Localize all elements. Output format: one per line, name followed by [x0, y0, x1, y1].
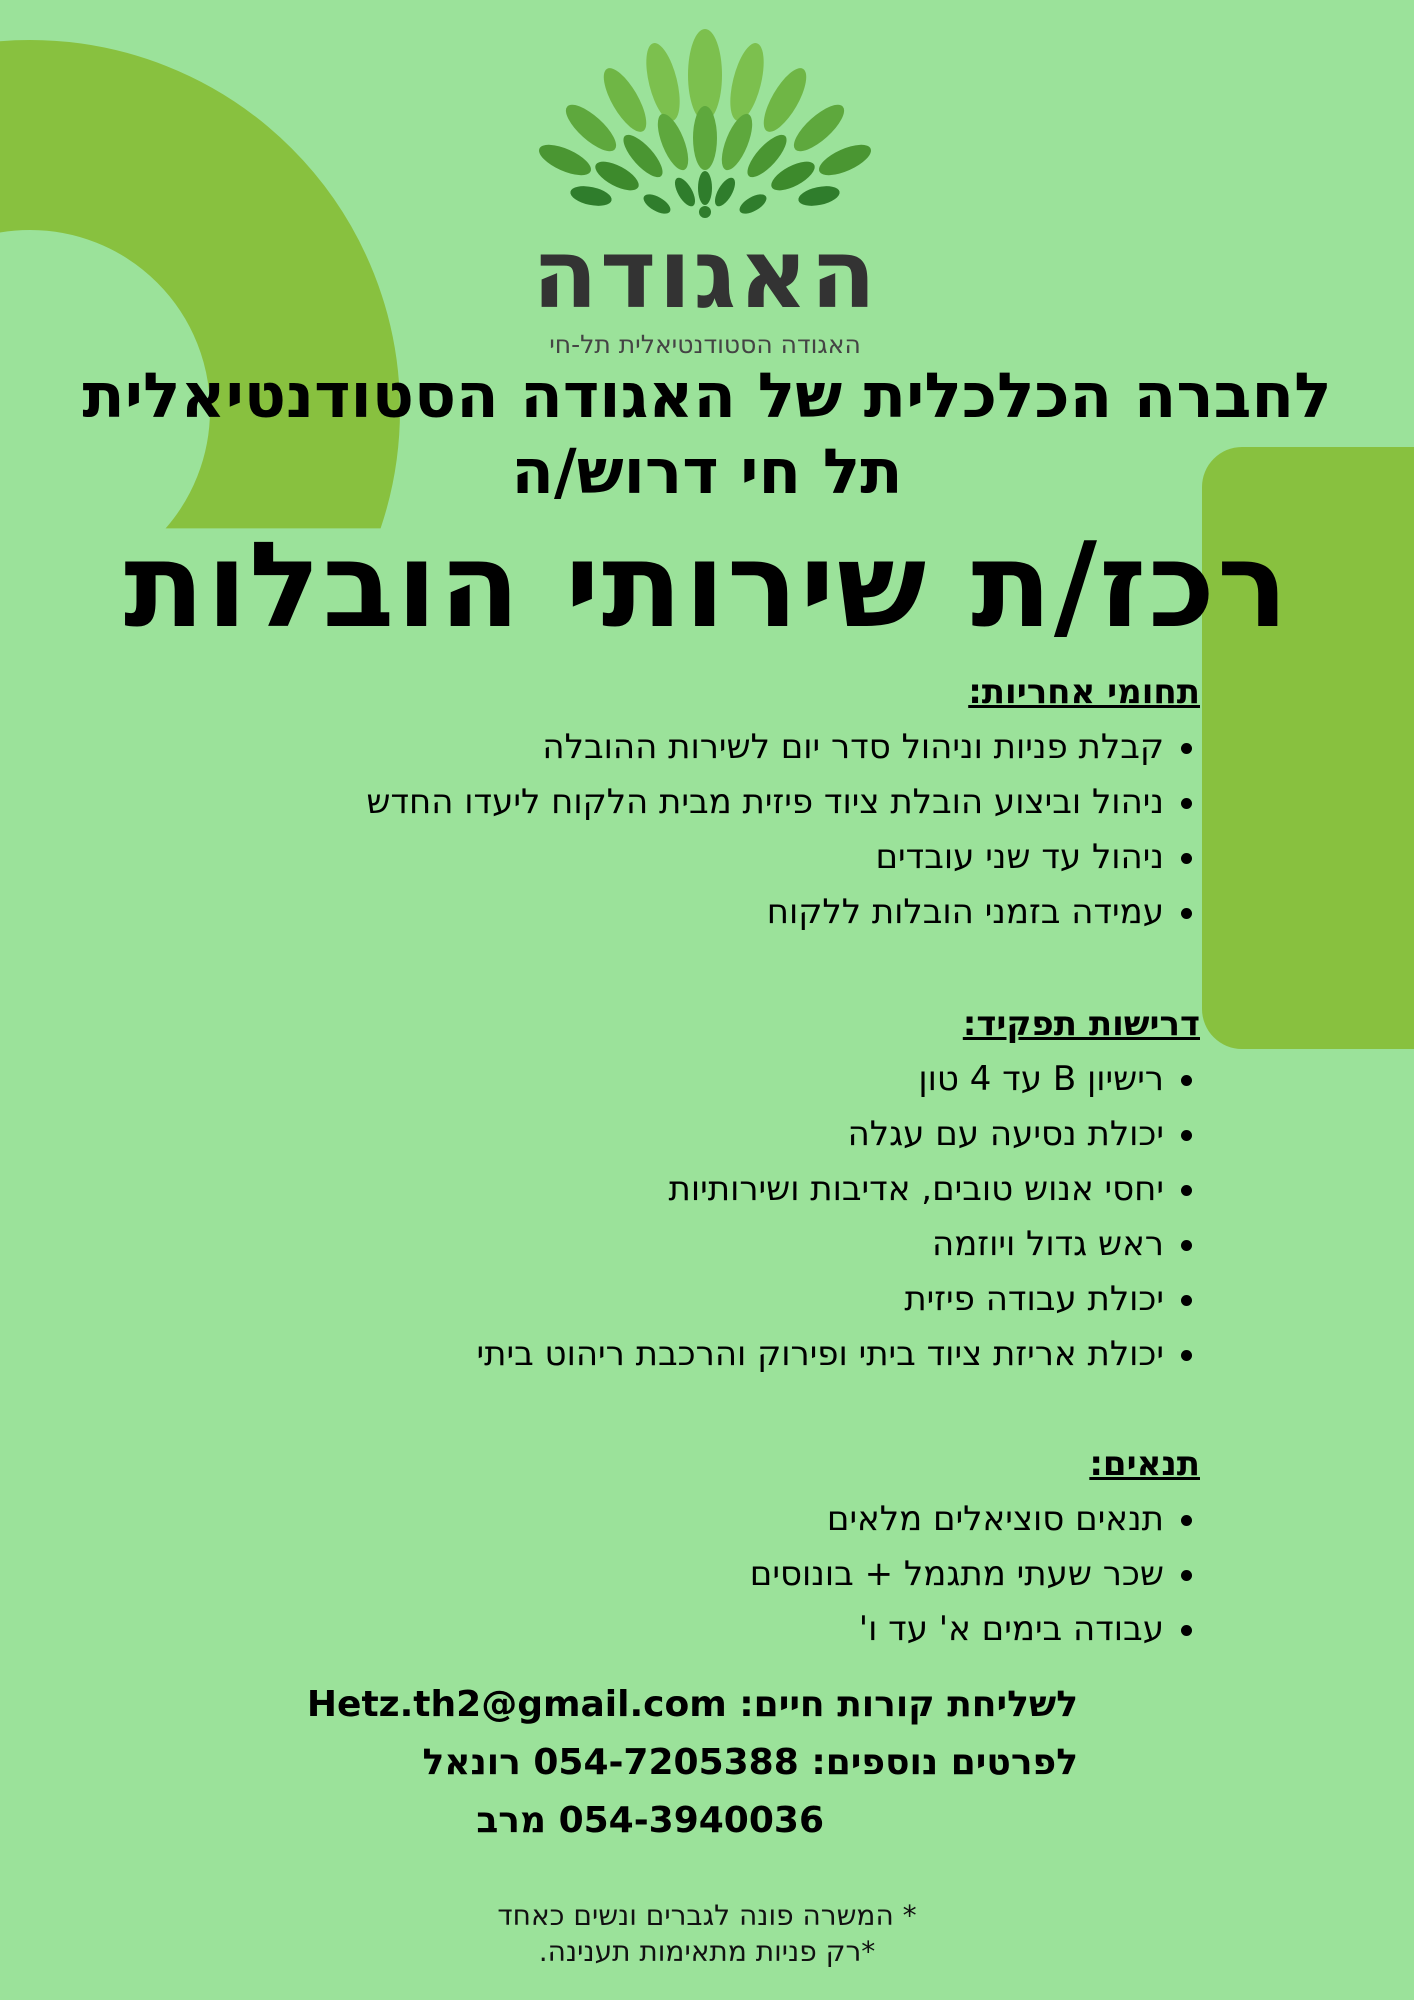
details-contact-line — [422, 1734, 1078, 1792]
logo-wordmark: האגודה — [531, 218, 879, 330]
requirements-title: דרישות תפקיד: — [962, 1004, 1200, 1044]
conditions-title: תנאים: — [1089, 1444, 1200, 1484]
footnote-line-1: * המשרה פונה לגברים ונשים כאחד — [497, 1899, 917, 1932]
organization-logo — [505, 20, 905, 359]
position-title: רכז/ת שירותי הובלות — [123, 516, 1291, 654]
list-item: ניהול וביצוע הובלת ציוד פיזית מבית הלקוח ליעדו החדש — [366, 775, 1200, 830]
list-item: קבלת פניות וניהול סדר יום לשירות ההובלה — [366, 720, 1200, 775]
list-item: ראש גדול ויוזמה — [477, 1217, 1200, 1272]
list-item: יחסי אנוש טובים, אדיבות ושירותיות — [477, 1162, 1200, 1217]
list-item: ניהול עד שני עובדים — [366, 830, 1200, 885]
footnotes — [0, 1898, 1414, 1970]
list-item: תנאים סוציאלים מלאים — [750, 1492, 1200, 1547]
list-item: שכר שעתי מתגמל + בונוסים — [750, 1547, 1200, 1602]
cv-label: לשליחת קורות חיים: — [739, 1684, 1078, 1725]
contact-name: מרב — [476, 1800, 547, 1841]
headline-line-1: לחברה הכלכלית של האגודה הסטודנטיאלית — [82, 359, 1332, 432]
footnote-line-2: *רק פניות מתאימות תענינה. — [538, 1935, 876, 1968]
phone-number[interactable]: 054-7205388 — [533, 1742, 799, 1783]
cv-contact-line — [307, 1676, 1078, 1734]
details-label: לפרטים נוספים: — [811, 1742, 1078, 1783]
list-item: עבודה בימים א' עד ו' — [750, 1602, 1200, 1657]
responsibilities-list — [366, 720, 1200, 940]
list-item: רישיון B עד 4 טון — [477, 1052, 1200, 1107]
logo-subtitle: האגודה הסטודנטיאלית תל-חי — [549, 330, 861, 359]
cv-email[interactable]: Hetz.th2@gmail.com — [306, 1684, 727, 1725]
leaf-tree-icon — [525, 20, 885, 220]
responsibilities-title: תחומי אחריות: — [968, 672, 1200, 712]
conditions-list — [750, 1492, 1200, 1657]
list-item: יכולת עבודה פיזית — [477, 1272, 1200, 1327]
list-item: עמידה בזמני הובלות ללקוח — [366, 885, 1200, 940]
list-item: יכולת אריזת ציוד ביתי ופירוק והרכבת ריהוט ביתי — [477, 1327, 1200, 1382]
phone-number[interactable]: 054-3940036 — [558, 1800, 824, 1841]
list-item: יכולת נסיעה עם עגלה — [477, 1107, 1200, 1162]
second-contact-line — [476, 1792, 824, 1850]
requirements-list — [477, 1052, 1200, 1382]
headline-line-2: תל חי דרוש/ה — [511, 435, 903, 508]
contact-name: רונאל — [422, 1742, 521, 1783]
